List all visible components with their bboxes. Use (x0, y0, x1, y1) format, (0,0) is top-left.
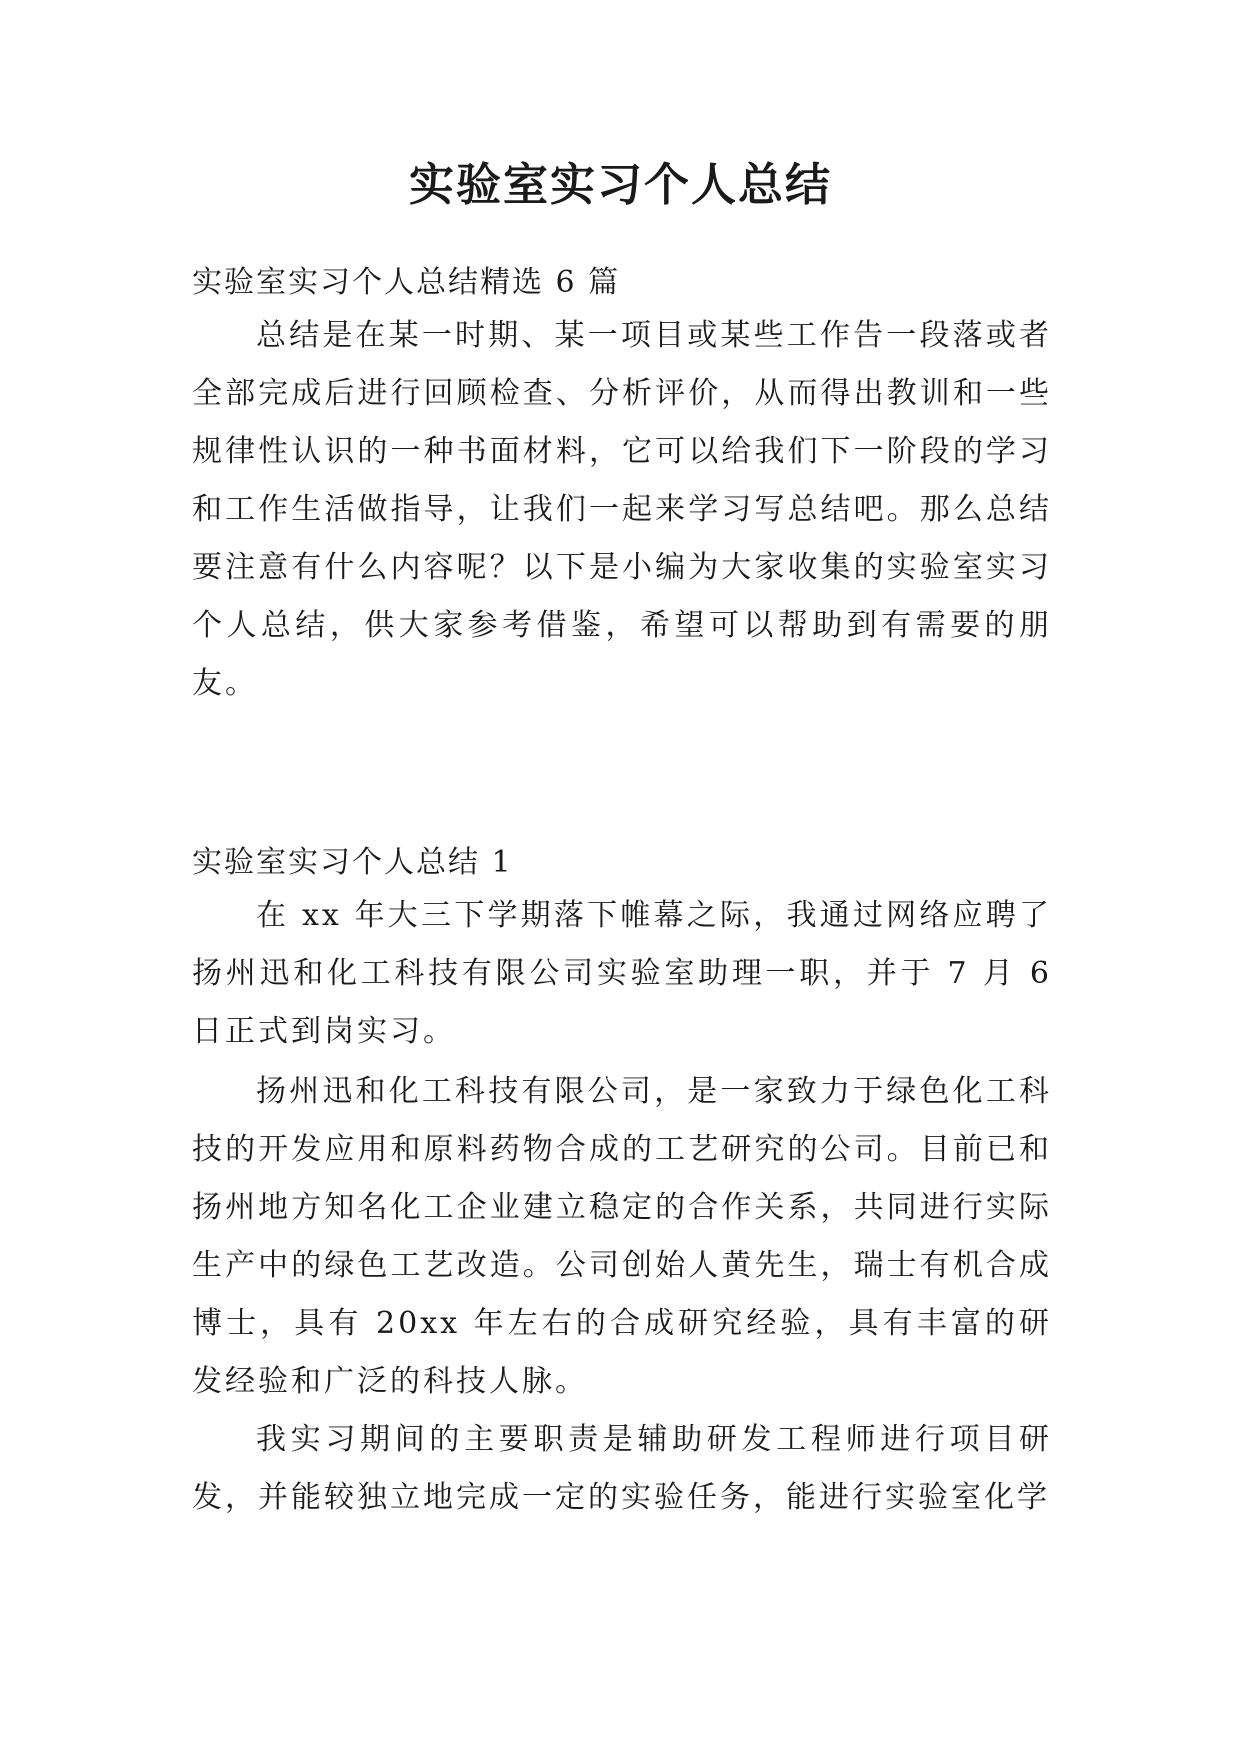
intro-paragraph: 总结是在某一时期、某一项目或某些工作告一段落或者全部完成后进行回顾检查、分析评价，从而得出教训和一些规律性认识的一种书面材料，它可以给我们下一阶段的学习和工作生活做指导，让我们一起来学习写总结吧。那么总结要注意有什么内容呢？以下是小编为大家收集的实验室实习个人总结，供大家参考借鉴，希望可以帮助到有需要的朋友。 (192, 318, 1052, 701)
section1-heading: 实验室实习个人总结 1 (192, 845, 513, 880)
intro-heading: 实验室实习个人总结精选 6 篇 (192, 265, 621, 300)
section1-paragraph-2: 扬州迅和化工科技有限公司，是一家致力于绿色化工科技的开发应用和原料药物合成的工艺研究的公司。目前已和扬州地方知名化工企业建立稳定的合作关系，共同进行实际生产中的绿色工艺改造。公司创始人黄先生，瑞士有机合成博士，具有 20xx 年左右的合成研究经验，具有丰富的研发经验和广泛的科技人脉。 (192, 1074, 1052, 1399)
document-title: 实验室实习个人总结 (408, 158, 832, 211)
section1-paragraph-1: 在 xx 年大三下学期落下帷幕之际，我通过网络应聘了扬州迅和化工科技有限公司实验室助理一职，并于 7 月 6 日正式到岗实习。 (192, 898, 1052, 1049)
section1-paragraph-3: 我实习期间的主要职责是辅助研发工程师进行项目研发，并能较独立地完成一定的实验任务，能进行实验室化学 (192, 1422, 1052, 1515)
